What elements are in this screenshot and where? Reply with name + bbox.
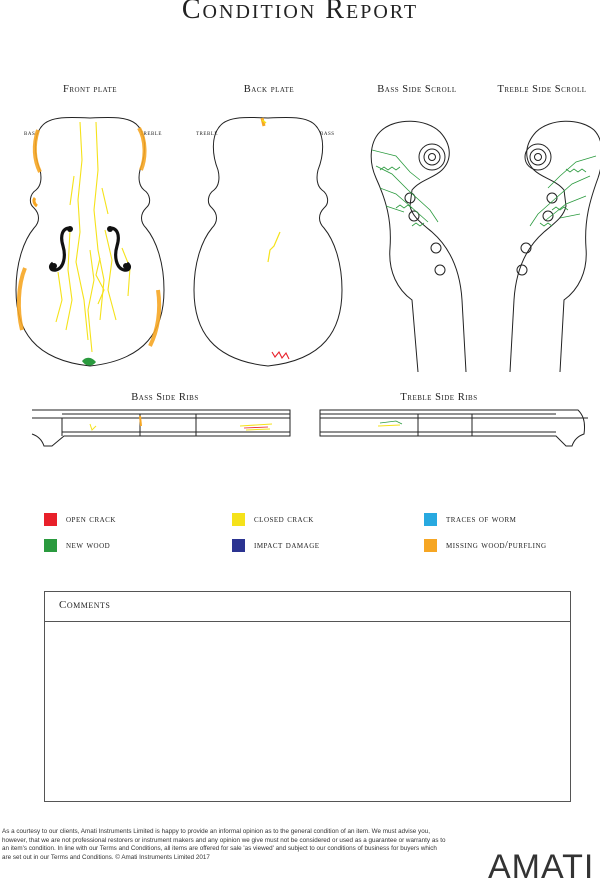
legend-swatch [44, 513, 57, 526]
back-plate-label: Back plate [243, 84, 295, 95]
back-bass-side-label: bass [320, 129, 335, 137]
legend-swatch [44, 539, 57, 552]
front-bass-side-label: bass [24, 129, 39, 137]
legend-missing-wood-purfling: missing wood/purfling [424, 539, 547, 552]
legend-swatch [232, 539, 245, 552]
treble-side-scroll-diagram [510, 121, 600, 372]
bass-side-ribs-diagram [32, 410, 290, 446]
comments-label: Comments [59, 599, 111, 611]
legend-impact-damage: impact damage [232, 539, 320, 552]
legend-new-wood: new wood [44, 539, 110, 552]
front-plate-diagram [16, 117, 164, 366]
legend-swatch [424, 539, 437, 552]
comments-box [44, 591, 571, 802]
amati-logo: AMATI [488, 848, 595, 886]
bass-side-scroll-diagram [371, 121, 466, 372]
treble-side-ribs-diagram [320, 410, 588, 446]
front-treble-side-label: treble [140, 129, 162, 137]
front-plate-label: Front plate [62, 84, 118, 95]
legend-closed-crack: closed crack [232, 513, 314, 526]
legend-traces-of-worm: traces of worm [424, 513, 516, 526]
bass-side-scroll-label: Bass Side Scroll [377, 84, 457, 95]
back-treble-side-label: treble [196, 129, 218, 137]
comments-header [45, 592, 570, 622]
disclaimer-text: As a courtesy to our clients, Amati Instruments Limited is happy to provide an informal opinion as to the general condition of an item. We must advise you, however, that we are not professional restorers or instrument makers and any opinion we give must not be considered or used as a guarantee or warranty as to an item's condition. In line with our Terms and Conditions, all items are offered for sale 'as viewed' and subject to our conditions of business for buyers which are set out in our Terms and Conditions. © Amati Instruments Limited 2017 [2, 828, 446, 861]
legend-swatch [424, 513, 437, 526]
legend-open-crack: open crack [44, 513, 116, 526]
comments-body [59, 628, 556, 793]
bass-side-ribs-label: Bass Side Ribs [131, 392, 199, 403]
treble-side-ribs-label: Treble Side Ribs [400, 392, 478, 403]
page-title: Condition Report [181, 0, 419, 25]
treble-side-scroll-label: Treble Side Scroll [497, 84, 587, 95]
back-plate-diagram [194, 117, 342, 366]
legend-swatch [232, 513, 245, 526]
